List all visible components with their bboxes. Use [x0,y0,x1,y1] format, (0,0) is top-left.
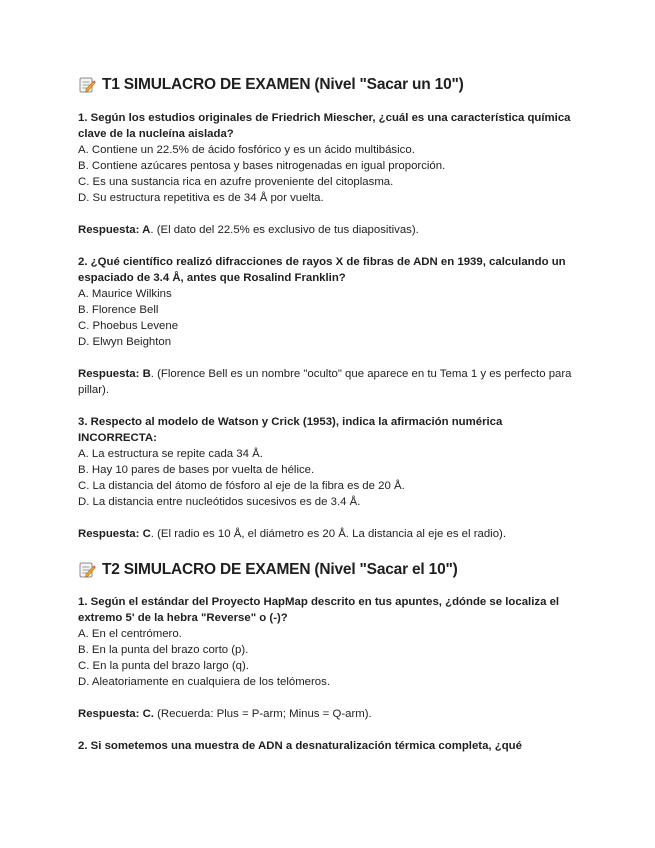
option-c: C. Phoebus Levene [78,320,179,332]
option-a: A. En el centrómero. [78,628,182,640]
answer-label: Respuesta: A [78,224,151,236]
answer-label: Respuesta: C. [78,708,154,720]
option-b: B. En la punta del brazo corto (p). [78,644,249,656]
option-d: D. La distancia entre nucleótidos sucesivos es de 3.4 Å. [78,496,361,508]
t1-answer-3 [78,526,578,542]
option-a: A. Contiene un 22.5% de ácido fosfórico y es un ácido multibásico. [78,144,415,156]
option-c: C. Es una sustancia rica en azufre proveniente del citoplasma. [78,176,394,188]
t1-answer-1 [78,222,578,238]
option-d: D. Elwyn Beighton [78,336,172,348]
question-text: 1. Según el estándar del Proyecto HapMap descrito en tus apuntes, ¿dónde se localiza el extremo 5' de la hebra "Reverse" o (-)? [78,596,560,624]
answer-label: Respuesta: C [78,528,151,540]
answer-text: . (El radio es 10 Å, el diámetro es 20 Å. La distancia al eje es el radio). [150,528,506,540]
option-c: C. En la punta del brazo largo (q). [78,660,249,672]
t1-question-3 [78,414,578,510]
t1-answer-2 [78,366,578,398]
t2-heading-text: T2 SIMULACRO DE EXAMEN (Nivel "Sacar el 10") [102,561,458,578]
memo-icon [78,561,96,579]
option-d: D. Aleatoriamente en cualquiera de los telómeros. [78,676,331,688]
t2-answer-1 [78,706,578,722]
t1-heading [78,76,598,94]
t2-question-1 [78,594,578,690]
memo-icon [78,76,96,94]
t1-question-2 [78,254,578,350]
t1-heading-text: T1 SIMULACRO DE EXAMEN (Nivel "Sacar un 10") [102,76,464,93]
question-text: 2. Si sometemos una muestra de ADN a desnaturalización térmica completa, ¿qué [78,740,522,752]
question-text: 3. Respecto al modelo de Watson y Crick (1953), indica la afirmación numérica INCORRECTA: [78,416,503,444]
option-a: A. Maurice Wilkins [78,288,172,300]
option-b: B. Florence Bell [78,304,159,316]
option-c: C. La distancia del átomo de fósforo al eje de la fibra es de 20 Å. [78,480,405,492]
t2-question-2 [78,738,578,754]
t1-question-1 [78,110,578,206]
option-b: B. Hay 10 pares de bases por vuelta de hélice. [78,464,315,476]
question-text: 2. ¿Qué científico realizó difracciones de rayos X de fibras de ADN en 1939, calculando un espaciado de 3.4 Å, antes que Rosalind Franklin? [78,256,566,284]
option-a: A. La estructura se repite cada 34 Å. [78,448,263,460]
option-b: B. Contiene azúcares pentosa y bases nitrogenadas en igual proporción. [78,160,446,172]
answer-text: . (Florence Bell es un nombre "oculto" que aparece en tu Tema 1 y es perfecto para pillar). [78,368,572,396]
answer-label: Respuesta: B [78,368,151,380]
answer-text: . (El dato del 22.5% es exclusivo de tus diapositivas). [150,224,419,236]
question-text: 1. Según los estudios originales de Friedrich Miescher, ¿cuál es una característica química clave de la nucleína aislada? [78,112,571,140]
answer-text: (Recuerda: Plus = P-arm; Minus = Q-arm). [153,708,372,720]
t2-heading [78,561,598,579]
option-d: D. Su estructura repetitiva es de 34 Å por vuelta. [78,192,324,204]
